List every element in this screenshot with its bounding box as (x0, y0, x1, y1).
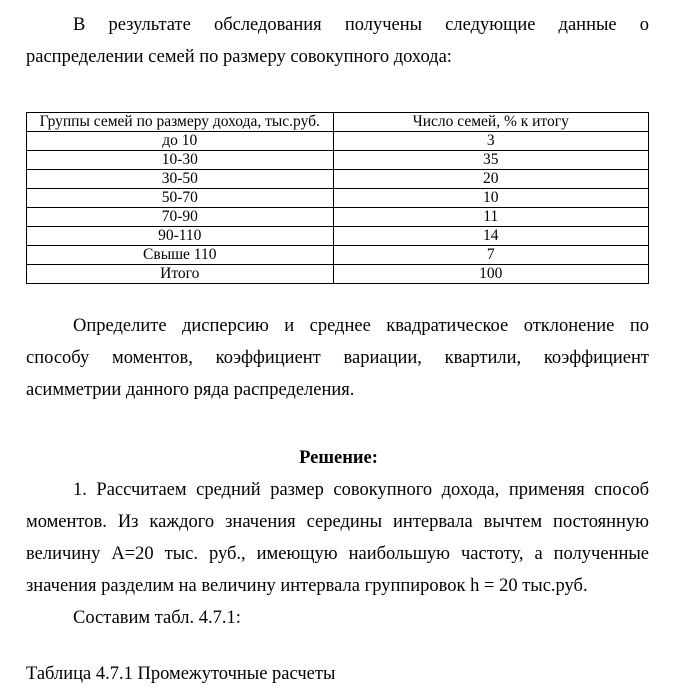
table-cell-group: 50-70 (27, 189, 334, 208)
intro-line-1: В результате обследования получены следующие данные о (73, 15, 649, 35)
table-cell-group: 90-110 (27, 227, 334, 246)
table-row (27, 227, 649, 246)
task-paragraph (26, 310, 649, 406)
step1-line-1: 1. Рассчитаем средний размер совокупного дохода, применяя способ (73, 480, 649, 500)
solution-step-1-paragraph (26, 474, 649, 602)
step2-line: Составим табл. 4.7.1: (73, 608, 241, 628)
table-header-row (27, 113, 649, 132)
table-caption: Таблица 4.7.1 Промежуточные расчеты (26, 664, 336, 684)
table-total-row (27, 265, 649, 284)
table-cell-share: 10 (333, 189, 648, 208)
table-header-income-group: Группы семей по размеру дохода, тыс.руб. (27, 113, 334, 132)
table-cell-group: до 10 (27, 132, 334, 151)
table-cell-share: 3 (333, 132, 648, 151)
table-cell-share: 11 (333, 208, 648, 227)
table-row (27, 170, 649, 189)
intro-paragraph (26, 9, 649, 73)
intro-line-2: распределении семей по размеру совокупного дохода: (26, 47, 452, 67)
step1-line-3: величину А=20 тыс. руб., имеющую наибольшую частоту, а полученные (26, 544, 649, 564)
task-line-3: асимметрии данного ряда распределения. (26, 380, 355, 400)
step1-line-2: моментов. Из каждого значения середины интервала вычтем постоянную (26, 512, 649, 532)
table-cell-share: 20 (333, 170, 648, 189)
table-cell-share: 7 (333, 246, 648, 265)
table-cell-group: Свыше 110 (27, 246, 334, 265)
table-cell-group: 30-50 (27, 170, 334, 189)
table-cell-total-label: Итого (27, 265, 334, 284)
table-cell-total-value: 100 (333, 265, 648, 284)
solution-heading: Решение: (299, 448, 378, 468)
table-header-family-share: Число семей, % к итогу (333, 113, 648, 132)
table-row (27, 246, 649, 265)
solution-step-2-paragraph (26, 602, 649, 634)
table-cell-group: 70-90 (27, 208, 334, 227)
table-cell-group: 10-30 (27, 151, 334, 170)
step1-line-4: значения разделим на величину интервала группировок h = 20 тыс.руб. (26, 576, 588, 596)
income-distribution-table (26, 112, 649, 284)
table-row (27, 132, 649, 151)
table-cell-share: 14 (333, 227, 648, 246)
table-row (27, 208, 649, 227)
task-line-2: способу моментов, коэффициент вариации, квартили, коэффициент (26, 348, 649, 368)
task-line-1: Определите дисперсию и среднее квадратическое отклонение по (73, 316, 649, 336)
table-row (27, 189, 649, 208)
table-cell-share: 35 (333, 151, 648, 170)
table-row (27, 151, 649, 170)
